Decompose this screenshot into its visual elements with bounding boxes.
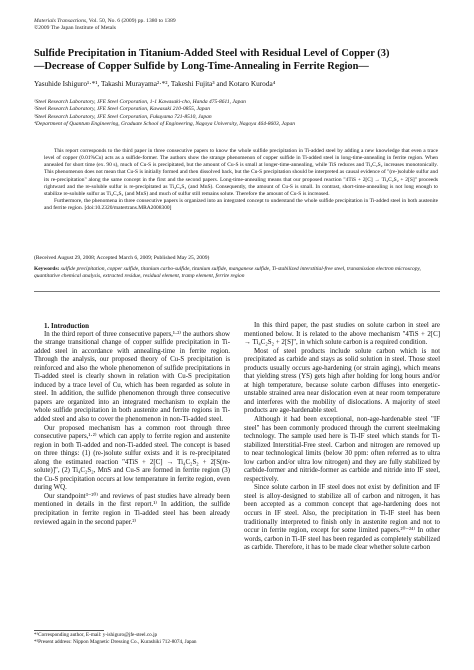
right-column (244, 322, 440, 553)
affiliation-2: ²Steel Research Laboratory, JFE Steel Corporation, Kawasaki 210-0855, Japan (34, 106, 211, 113)
keywords (34, 266, 444, 280)
affiliation-list (34, 99, 454, 129)
abstract-paragraph-1: This report corresponds to the third paper in three consecutive papers to know the whole sulfide precipitation in Ti-added steel by adding a new knowledge that even a trace level of copper (0.01%Cu) acts as a sulfide-former. The authors show the strange phenomenon of copper sulfide in Ti-added steel in long-time-annealing in ferrite region. When annealed for short time (ex. 90 s), much of Cu-S is precipitated, but the amount of Cu-S is small at longer-time-annealing, while TiS reduces and Ti₄C₂S₂ increases monotonically. This phenomenon does not mean that Cu-S is initially formed and then dissolved back, but the Cu-S precipitation should be interpreted as causal evidence of "(re-)soluble sulfur and its re-precipitation" along the same concept in the first and the second papers. Long-time-annealing means that our proposed reaction "4TiS + 2[C] → Ti₄C₂S₂ + 2[S]" proceeds rightward and the re-soluble sulfur is re-precipitated as Ti₄C₂S₂ (and MnS). Consequently, the amount of Cu-S is small. In contrast, short-time-annealing is not long enough to stabilize re-soluble sulfur as Ti₄C₂S₂ (and MnS) and much of sulfur still remains solute. Therefore the amount of Cu-S is increased. (44, 148, 438, 197)
footnotes (34, 632, 234, 645)
body-paragraph: In this third paper, the past studies on solute carbon in steel are mentioned below. It is related to the above mechanism "4TiS + 2[C] → Ti₄C₂S₂ + 2[S]", in which solute carbon is a required condition. (244, 322, 440, 347)
body-paragraph: In the third report of three consecutive papers,¹·²⁾ the authors show the strange transitional change of copper sulfide precipitation in Ti-added steel in accordance with annealing-time in ferrite region. Through the analysis, our proposed theory of Cu-S precipitation is reinforced and also the whole phenomenon of sulfide precipitations in Ti-added steel is clearly shown in relation with Cu-S precipitation induced by a trace level of Cu, which has been regarded as solute in steel. In addition, the sulfide phenomenon through three consecutive papers are organized into an integrated mechanism to explain the whole sulfide precipitation in both austenite and ferrite regions in Ti-added steel and also to cover the phenomenon in non-Ti-added steel. (34, 330, 230, 424)
divider (34, 291, 440, 292)
affiliation-3: ³Steel Research Laboratory, JFE Steel Corporation, Fukuyama 721-8510, Japan (34, 113, 212, 120)
abstract-paragraph-2 (44, 198, 438, 212)
title-line-1: Sulfide Precipitation in Titanium-Added Steel with Residual Level of Copper (3) (34, 48, 390, 59)
affiliation-4: ⁴Department of Quantum Engineering, Graduate School of Engineering, Nagoya University, Nagoya 464-8603, Japan (34, 121, 295, 128)
footnote-divider (34, 630, 104, 631)
title-line-2: —Decrease of Copper Sulfide by Long-Time-Annealing in Ferrite Region— (34, 60, 369, 72)
left-column (34, 322, 230, 527)
abstract-paragraph-2-text: Furthermore, the phenomena in three consecutive papers is organized into an integrated concept to understand the whole sulfide precipitation in Ti-added steel in both austenite and ferrite region. (44, 198, 438, 212)
section-heading-introduction: 1. Introduction (44, 322, 89, 330)
journal-header (34, 18, 176, 32)
received-dates: (Received August 29, 2008; Accepted March 6, 2009; Published May 25, 2009) (34, 255, 210, 261)
body-paragraph: Since solute carbon in IF steel does not exist by definition and IF steel is alloy-designed to stabilize all of carbon and nitrogen, it has been accepted as a common concept that age-hardening does not occurs in IF steel. Also, the precipitation in Ti-IF steel has been traditionally interpreted to finish only in austenite region and not to occur in ferrite region, except for some limited papers.²⁰⁻²⁴⁾ In other words, carbon in Ti-IF steel has been regarded as completely stabilized as carbide. Therefore, it has to be made clear whether solute carbon (244, 484, 440, 552)
journal-name: Materials Transactions (34, 18, 87, 24)
affiliation-1: ¹Steel Research Laboratory, JFE Steel Corporation, 1-1 Kawasaki-cho, Handa 475-8611, Japan (34, 99, 246, 105)
journal-citation: , Vol. 50, No. 6 (2009) pp. 1380 to 1389 (86, 18, 176, 24)
body-paragraph: Our proposed mechanism has a common root through three consecutive papers,¹·²⁾ which can apply to ferrite region and austenite region in both Ti-added and non-Ti-added steel. The concept is based on three things: (1) (re-)solute sulfur exists and it is re-precipitated along the estimated reaction "4TiS + 2[C] → Ti₄C₂S₂ + 2[S(re-solute)]", (2) Ti₄C₂S₂, MnS and Cu-S are formed in ferrite region (3) the Cu-S precipitation occurs at low temperature in ferrite region, even during WQ. (34, 424, 230, 492)
footnote-corresponding-author: *¹Corresponding author, E-mail: y-ishiguro@jfe-steel.co.jp (34, 632, 158, 638)
copyright-line: ©2009 The Japan Institute of Metals (34, 25, 116, 31)
body-paragraph: Our standpoint³⁻²⁰⁾ and reviews of past studies have already been mentioned in details in the first report.¹⁾ In addition, the sulfide precipitation in ferrite region in Ti-added steel has been already reviewed again in the second paper.²⁾ (34, 492, 230, 526)
author-list: Yasuhide Ishiguro¹·*¹, Takashi Murayama²·*², Takeshi Fujita³ and Kotaro Kuroda⁴ (34, 79, 276, 88)
body-paragraph: Although it had been exceptional, non-age-hardenable steel "IF steel" has been commonly produced through the current steelmaking technology. The sample used here is Ti-IF steel which stands for Ti-stabilized Interstitial-Free steel. Carbon and nitrogen are removed up to near technological limits (below 30 ppm: often referred as to ultra low carbon and/or ultra low nitrogen) and they are fully stabilized by carbide-former and nitride-former as carbide and nitride into IF steel, respectively. (244, 416, 440, 483)
keywords-label: Keywords: (34, 266, 60, 272)
doi-link[interactable]: [doi:10.2320/matertrans.MRA2008300] (84, 205, 172, 212)
paper-title (34, 48, 454, 73)
body-paragraph: Most of steel products include solute carbon which is not precipitated as carbide and stays as solid solution in steel. Those steel products usually occurs age-hardening (or strain aging), which means that yielding stress (YS) gets high after holding for long hours and/or at high temperature, because solute carbon diffuses into energetic-unstable strained area near dislocation even at near room temperature and interferes with the mobility of dislocations. A majority of steel products are age-hardenable steel. (244, 347, 440, 415)
footnote-present-address: *²Present address: Nippon Magnetic Dressing Co., Kurashiki 712-8074, Japan (34, 638, 197, 645)
abstract (44, 148, 438, 212)
keywords-text: sulfide precipitation, copper sulfide, titanium carbo-sulfide, titanium sulfide, manganese sulfide, Ti-stabilized interstitial-free steel, transmission electron microscopy, quantitative chemical analysis, extracted residue, residual element, tramp element, ferrite region (34, 266, 421, 280)
